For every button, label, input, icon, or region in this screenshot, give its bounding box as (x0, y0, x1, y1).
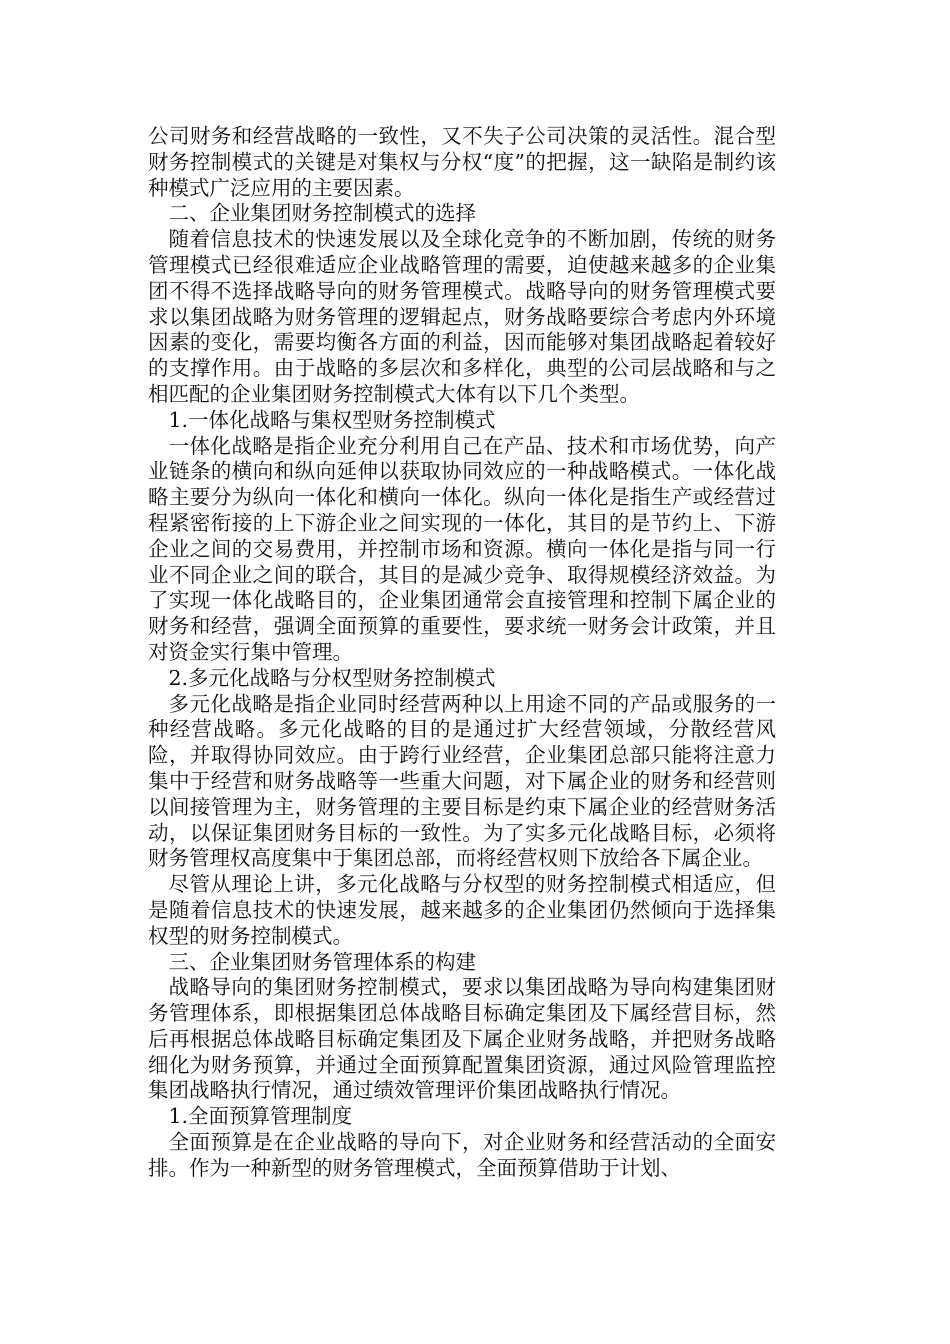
section-heading: 三、企业集团财务管理体系的构建 (168, 949, 476, 974)
paragraph: 公司财务和经营战略的一致性，又不失子公司决策的灵活性。混合型财务控制模式的关键是对集权与分权“度”的把握，这一缺陷是制约该种模式广泛应用的主要因素。 (148, 124, 776, 200)
paragraph: 随着信息技术的快速发展以及全球化竞争的不断加剧，传统的财务管理模式已经很难适应企业战略管理的需要，迫使越来越多的企业集团不得不选择战略导向的财务管理模式。战略导向的财务管理模式要求以集团战略为财务管理的逻辑起点，财务战略要综合考虑内外环境因素的变化，需要均衡各方面的利益，因而能够对集团战略起着较好的支撑作用。由于战略的多层次和多样化，典型的公司层战略和与之相匹配的企业集团财务控制模式大体有以下几个类型。 (148, 227, 776, 406)
subsection-heading: 1.一体化战略与集权型财务控制模式 (168, 407, 496, 432)
paragraph: 一体化战略是指企业充分利用自己在产品、技术和市场优势，向产业链条的横向和纵向延伸以获取协同效应的一种战略模式。一体化战略主要分为纵向一体化和横向一体化。纵向一体化是指生产或经营过程紧密衔接的上下游企业之间实现的一体化，其目的是节约上、下游企业之间的交易费用，并控制市场和资源。横向一体化是指与同一行业不同企业之间的联合，其目的是减少竞争、取得规模经济效益。为了实现一体化战略目的，企业集团通常会直接管理和控制下属企业的财务和经营，强调全面预算的重要性，要求统一财务会计政策，并且对资金实行集中管理。 (148, 433, 776, 664)
paragraph: 尽管从理论上讲，多元化战略与分权型的财务控制模式相适应，但是随着信息技术的快速发展，越来越多的企业集团仍然倾向于选择集权型的财务控制模式。 (148, 872, 776, 948)
paragraph: 战略导向的集团财务控制模式，要求以集团战略为导向构建集团财务管理体系，即根据集团总体战略目标确定集团及下属经营目标，然后再根据总体战略目标确定集团及下属企业财务战略，并把财务战略细化为财务预算，并通过全面预算配置集团资源，通过风险管理监控集团战略执行情况，通过绩效管理评价集团战略执行情况。 (148, 975, 776, 1103)
subsection-heading: 1.全面预算管理制度 (168, 1104, 353, 1129)
section-heading: 二、企业集团财务控制模式的选择 (168, 201, 476, 226)
document-page (148, 124, 776, 1182)
subsection-heading: 2.多元化战略与分权型财务控制模式 (168, 665, 496, 690)
paragraph: 多元化战略是指企业同时经营两种以上用途不同的产品或服务的一种经营战略。多元化战略的目的是通过扩大经营领域，分散经营风险，并取得协同效应。由于跨行业经营，企业集团总部只能将注意力集中于经营和财务战略等一些重大问题，对下属企业的财务和经营则以间接管理为主，财务管理的主要目标是约束下属企业的经营财务活动，以保证集团财务目标的一致性。为了实多元化战略目标，必须将财务管理权高度集中于集团总部，而将经营权则下放给各下属企业。 (148, 691, 776, 871)
paragraph: 全面预算是在企业战略的导向下，对企业财务和经营活动的全面安排。作为一种新型的财务管理模式，全面预算借助于计划、 (148, 1130, 776, 1180)
